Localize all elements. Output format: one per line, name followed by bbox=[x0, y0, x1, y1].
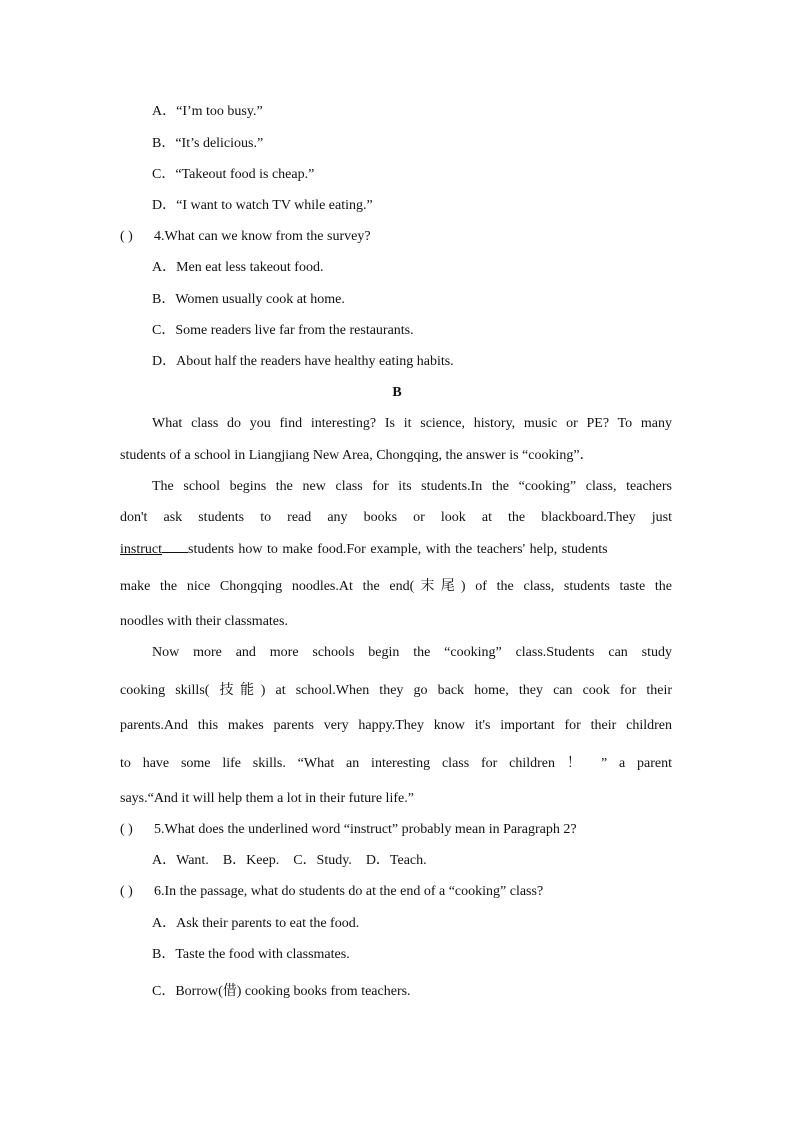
q4-option-b: B．Women usually cook at home. bbox=[152, 292, 345, 307]
paragraph-3-line-3: parents.And this makes parents very happy.They know it's important for their children bbox=[120, 718, 672, 733]
q4-option-c: C．Some readers live far from the restaurants. bbox=[152, 323, 414, 338]
paragraph-1-line-1: What class do you find interesting? Is it science, history, music or PE? To many bbox=[152, 416, 672, 431]
q3-option-c: C．“Takeout food is cheap.” bbox=[152, 167, 315, 182]
paragraph-3-line-2: cooking skills( 技能) at school.When they go back home, they can cook for their bbox=[120, 683, 672, 698]
question-stem: 5.What does the underlined word “instruct” probably mean in Paragraph 2? bbox=[154, 822, 577, 837]
q6-option-b: B．Taste the food with classmates. bbox=[152, 947, 350, 962]
q5-option-b: B．Keep. bbox=[222, 853, 280, 868]
answer-blank[interactable]: ( ) bbox=[120, 884, 133, 899]
paragraph-2-line-3-text: students how to make food.For example, with the teachers' help, students bbox=[188, 542, 608, 557]
q3-option-a: A．“I’m too busy.” bbox=[152, 104, 263, 119]
underlined-word: instruct bbox=[120, 542, 162, 557]
q5-options bbox=[152, 852, 441, 870]
q3-option-b: B．“It’s delicious.” bbox=[152, 136, 264, 151]
paragraph-3-line-5: says.“And it will help them a lot in their future life.” bbox=[120, 791, 414, 806]
q4-option-d: D．About half the readers have healthy eating habits. bbox=[152, 354, 454, 369]
paragraph-2-line-1: The school begins the new class for its students.In the “cooking” class, teachers bbox=[152, 479, 672, 494]
answer-blank[interactable]: ( ) bbox=[120, 229, 133, 244]
q4-option-a: A．Men eat less takeout food. bbox=[152, 260, 324, 275]
question-5 bbox=[120, 821, 577, 839]
paragraph-3-line-4: to have some life skills. “What an interesting class for children ！ ” a parent bbox=[120, 756, 672, 771]
q5-option-c: C．Study. bbox=[293, 853, 352, 868]
paragraph-2-line-4: make the nice Chongqing noodles.At the end(末尾) of the class, students taste the bbox=[120, 579, 672, 594]
q6-option-c: C．Borrow(借) cooking books from teachers. bbox=[152, 984, 411, 999]
paragraph-2-line-3 bbox=[120, 540, 672, 559]
q6-option-a: A．Ask their parents to eat the food. bbox=[152, 916, 360, 931]
underline-blank bbox=[162, 540, 188, 553]
paragraph-1-line-2: students of a school in Liangjiang New Area, Chongqing, the answer is “cooking”． bbox=[120, 448, 594, 463]
question-stem: 4.What can we know from the survey? bbox=[154, 229, 371, 244]
question-6 bbox=[120, 883, 543, 901]
paragraph-2-line-2: don't ask students to read any books or look at the blackboard.They just bbox=[120, 510, 672, 525]
q3-option-d: D．“I want to watch TV while eating.” bbox=[152, 198, 373, 213]
section-heading: B bbox=[392, 385, 402, 400]
answer-blank[interactable]: ( ) bbox=[120, 822, 133, 837]
question-4 bbox=[120, 228, 371, 246]
q5-option-a: A．Want. bbox=[152, 853, 209, 868]
q5-option-d: D．Teach. bbox=[365, 853, 427, 868]
paragraph-3-line-1: Now more and more schools begin the “cooking” class.Students can study bbox=[152, 645, 672, 660]
paragraph-2-line-5: noodles with their classmates. bbox=[120, 614, 288, 629]
question-stem: 6.In the passage, what do students do at the end of a “cooking” class? bbox=[154, 884, 544, 899]
